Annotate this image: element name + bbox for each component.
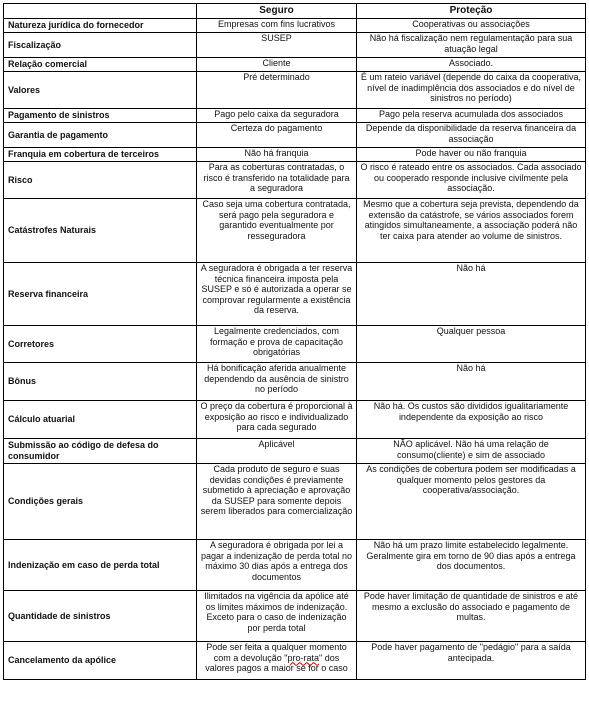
header-row <box>4 4 586 19</box>
protecao-cell: Cooperativas ou associações <box>357 19 586 33</box>
table-row <box>4 58 586 72</box>
row-label: Submissão ao código de defesa do consumidor <box>4 439 197 464</box>
protecao-cell: Pode haver limitação de quantidade de sinistros e até mesmo a exclusão do associado e pagamento de multas. <box>357 591 586 642</box>
row-label: Natureza jurídica do fornecedor <box>4 19 197 33</box>
seguro-cell: Legalmente credenciados, com formação e prova de capacitação obrigatórias <box>197 326 357 363</box>
protecao-cell: NÃO aplicável. Não há uma relação de consumo(cliente) e sim de associado <box>357 439 586 464</box>
seguro-cell: Há bonificação aferida anualmente dependendo da ausência de sinistro no período <box>197 363 357 401</box>
table-row <box>4 326 586 363</box>
row-label: Fiscalização <box>4 33 197 58</box>
protecao-cell: É um rateio variável (depende do caixa da cooperativa, nível de inadimplência dos associados e do nível de sinistros no período) <box>357 72 586 109</box>
seguro-cell: Não há franquia <box>197 148 357 162</box>
protecao-cell: Não há um prazo limite estabelecido legalmente. Geralmente gira em torno de 90 dias após a entrega dos documentos. <box>357 540 586 591</box>
row-label: Garantia de pagamento <box>4 123 197 148</box>
table-row <box>4 123 586 148</box>
row-label: Relação comercial <box>4 58 197 72</box>
table-row <box>4 162 586 199</box>
row-label: Corretores <box>4 326 197 363</box>
row-label: Pagamento de sinistros <box>4 109 197 123</box>
table-row <box>4 19 586 33</box>
seguro-cell: Caso seja uma cobertura contratada, será pago pela seguradora e garantido eventualmente por resseguradora <box>197 199 357 263</box>
protecao-cell: Não há. Os custos são divididos igualitariamente independente da exposição ao risco <box>357 401 586 439</box>
row-label: Cálculo atuarial <box>4 401 197 439</box>
row-label: Indenização em caso de perda total <box>4 540 197 591</box>
table-row <box>4 464 586 540</box>
table-row <box>4 591 586 642</box>
row-label: Condições gerais <box>4 464 197 540</box>
table-row <box>4 363 586 401</box>
seguro-cell: O preço da cobertura é proporcional à exposição ao risco e individualizado para cada segurado <box>197 401 357 439</box>
row-label: Catástrofes Naturais <box>4 199 197 263</box>
seguro-cell: Para as coberturas contratadas, o risco é transferido na totalidade para a seguradora <box>197 162 357 199</box>
table-row <box>4 72 586 109</box>
protecao-cell: As condições de cobertura podem ser modificadas a qualquer momento pelos gestores da cooperativa/associação. <box>357 464 586 540</box>
row-label: Risco <box>4 162 197 199</box>
table-row <box>4 263 586 326</box>
row-label: Reserva financeira <box>4 263 197 326</box>
protecao-cell: Mesmo que a cobertura seja prevista, dependendo da extensão da catástrofe, se vários associados forem atingidos simultaneamente, a associação poderá não ter caixa para atender ao volume de sinistros. <box>357 199 586 263</box>
seguro-cell <box>197 642 357 680</box>
seguro-cell: Ilimitados na vigência da apólice até os limites máximos de indenização. Exceto para o caso de indenização por perda total <box>197 591 357 642</box>
seguro-cell: Certeza do pagamento <box>197 123 357 148</box>
table-row <box>4 540 586 591</box>
row-label: Valores <box>4 72 197 109</box>
seguro-cell: Cliente <box>197 58 357 72</box>
seguro-cell: Cada produto de seguro e suas devidas condições é previamente submetido à apreciação e aprovação da SUSEP para somente depois serem liberados para comercialização <box>197 464 357 540</box>
protecao-cell: Pode haver ou não franquia <box>357 148 586 162</box>
table-row <box>4 33 586 58</box>
seguro-cell: A seguradora é obrigada a ter reserva técnica financeira imposta pela SUSEP e só é autorizada a operar se comprovar regularmente a existência da reserva. <box>197 263 357 326</box>
seguro-cell: Pré determinado <box>197 72 357 109</box>
protecao-cell: Não há <box>357 263 586 326</box>
protecao-cell: O risco é rateado entre os associados. Cada associado ou cooperado responde inclusive civilmente pela associação. <box>357 162 586 199</box>
seguro-cell: Empresas com fins lucrativos <box>197 19 357 33</box>
seguro-text-a: Pode ser feita a qualquer momento com a devolução " <box>206 642 347 663</box>
seguro-cell: Pago pelo caixa da seguradora <box>197 109 357 123</box>
row-label: Cancelamento da apólice <box>4 642 197 680</box>
protecao-cell: Pago pela reserva acumulada dos associados <box>357 109 586 123</box>
row-label: Quantidade de sinistros <box>4 591 197 642</box>
protecao-cell: Depende da disponibilidade da reserva financeira da associação <box>357 123 586 148</box>
row-label: Bônus <box>4 363 197 401</box>
table-row <box>4 109 586 123</box>
table-row <box>4 401 586 439</box>
protecao-cell: Pode haver pagamento de "pedágio" para a saída antecipada. <box>357 642 586 680</box>
protecao-cell: Associado. <box>357 58 586 72</box>
seguro-cell: Aplicável <box>197 439 357 464</box>
protecao-cell: Qualquer pessoa <box>357 326 586 363</box>
seguro-cell: A seguradora é obrigada por lei a pagar a indenização de perda total no máximo 30 dias após a entrega dos documentos <box>197 540 357 591</box>
table-row <box>4 439 586 464</box>
table-row <box>4 148 586 162</box>
seguro-cell: SUSEP <box>197 33 357 58</box>
protecao-cell: Não há <box>357 363 586 401</box>
protecao-cell: Não há fiscalização nem regulamentação para sua atuação legal <box>357 33 586 58</box>
header-seguro: Seguro <box>197 4 357 19</box>
row-label: Franquia em cobertura de terceiros <box>4 148 197 162</box>
header-protecao: Proteção <box>357 4 586 19</box>
header-empty <box>4 4 197 19</box>
table-row <box>4 199 586 263</box>
table-row <box>4 642 586 680</box>
comparison-table <box>3 3 586 680</box>
seguro-text-c: " dos valores pagos a maior se for o caso <box>205 652 348 674</box>
pro-rata-text: pro-rata <box>287 652 320 663</box>
